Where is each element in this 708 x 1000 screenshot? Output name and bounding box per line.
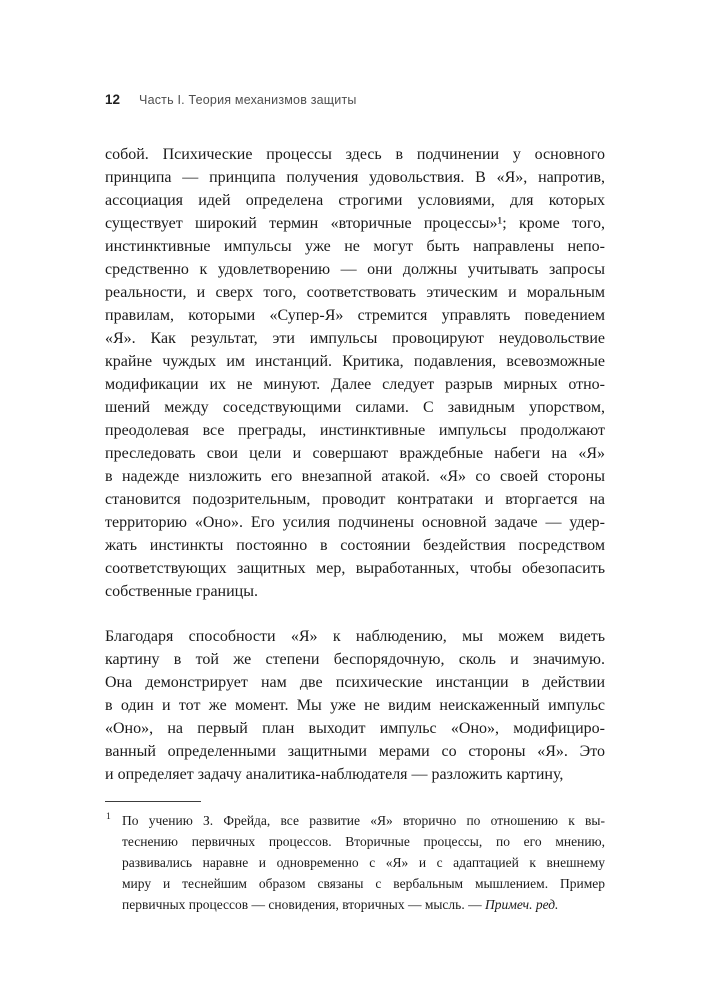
body-text xyxy=(105,143,605,786)
footnote-line: теснению первичных процессов. Вторичные процессы, по его мнению, xyxy=(122,834,605,849)
footnote-body xyxy=(105,810,605,915)
footnote-separator xyxy=(105,801,201,802)
running-title: Часть I. Теория механизмов защиты xyxy=(139,93,357,107)
text-line: соответствующих защитных мер, выработанных, чтобы обезопасить xyxy=(105,560,605,577)
text-line: крайне чуждых им инстанций. Критика, подавления, всевозможные xyxy=(105,353,605,370)
footnote-editor-note: Примеч. ред. xyxy=(484,897,559,912)
text-line: Благодаря способности «Я» к наблюдению, мы можем видеть xyxy=(105,628,605,645)
text-line: картину в той же степени беспорядочную, сколь и значимую. xyxy=(105,651,605,668)
text-line: «Оно», на первый план выходит импульс «Оно», модифициро- xyxy=(105,720,605,737)
text-line: и определяет задачу аналитика-наблюдателя — разложить картину, xyxy=(105,766,564,783)
text-line: средственно к удовлетворению — они должны учитывать запросы xyxy=(105,261,605,278)
page-number: 12 xyxy=(105,92,121,107)
text-line: шений между соседствующими силами. С завидным упорством, xyxy=(105,399,605,416)
text-line: собственные границы. xyxy=(105,583,258,600)
text-line: ванный определенными защитными мерами со стороны «Я». Это xyxy=(105,743,605,760)
footnote-line: миру и теснейшим образом связаны с вербальным мышлением. Пример xyxy=(122,876,605,891)
text-line: реальности, и сверх того, соответствовать этическим и моральным xyxy=(105,284,605,301)
footnote xyxy=(105,801,605,915)
text-line: в один и тот же момент. Мы уже не видим неискаженный импульс xyxy=(105,697,605,714)
text-line: преследовать свои цели и совершают враждебные набеги на «Я» xyxy=(105,445,605,462)
text-line: инстинктивные импульсы уже не могут быть направлены непо- xyxy=(105,238,605,255)
text-line: в надежде низложить его внезапной атакой. «Я» со своей стороны xyxy=(105,468,605,485)
text-line: существует широкий термин «вторичные процессы»¹; кроме того, xyxy=(105,215,605,232)
text-line: модификации их не минуют. Далее следует разрыв мирных отно- xyxy=(105,376,605,393)
paragraph-2 xyxy=(105,625,605,786)
page-content xyxy=(105,92,605,915)
paragraph-1 xyxy=(105,143,605,603)
text-line: становится подозрительным, проводит контратаки и вторгается на xyxy=(105,491,605,508)
footnote-line: По учению З. Фрейда, все развитие «Я» вторично по отношению к вы- xyxy=(122,813,605,828)
footnote-line xyxy=(122,894,605,915)
text-line: собой. Психические процессы здесь в подчинении у основного xyxy=(105,146,605,163)
text-line: принципа — принципа получения удовольствия. В «Я», напротив, xyxy=(105,169,605,186)
text-line: Она демонстрирует нам две психические инстанции в действии xyxy=(105,674,605,691)
text-line: территорию «Оно». Его усилия подчинены основной задаче — удер- xyxy=(105,514,605,531)
text-line: преодолевая все преграды, инстинктивные импульсы продолжают xyxy=(105,422,605,439)
text-line: жать инстинкты постоянно в состоянии бездействия посредством xyxy=(105,537,605,554)
page-header xyxy=(105,92,605,107)
text-line: ассоциация идей определена строгими условиями, для которых xyxy=(105,192,605,209)
text-line: «Я». Как результат, эти импульсы провоцируют неудовольствие xyxy=(105,330,605,347)
footnote-line: развивались наравне и одновременно с «Я» и с адаптацией к внешнему xyxy=(122,855,605,870)
footnote-text: первичных процессов — сновидения, вторичных — мысль. — xyxy=(122,897,485,912)
footnote-marker: 1 xyxy=(106,812,111,822)
text-line: правилам, которыми «Супер-Я» стремится управлять поведением xyxy=(105,307,605,324)
